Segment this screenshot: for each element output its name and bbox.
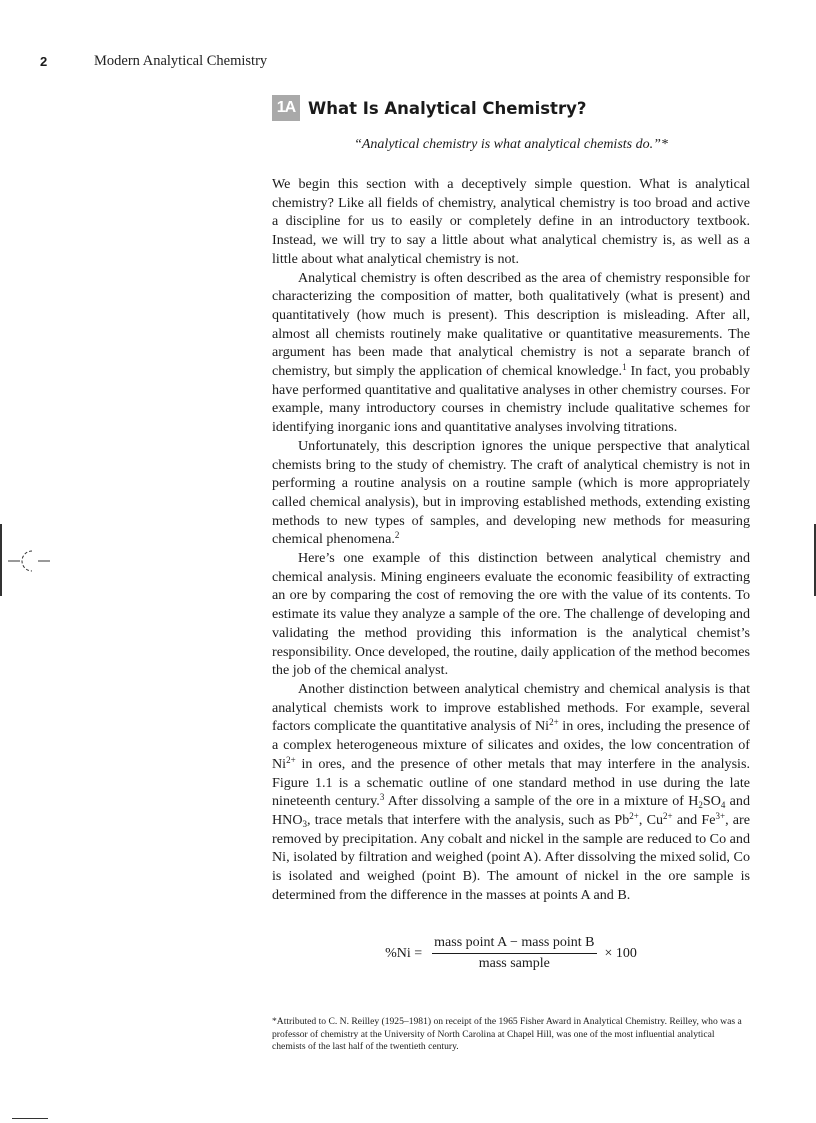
reference-2: 2 — [394, 530, 400, 541]
crop-line-bottom — [12, 1118, 48, 1119]
page-number: 2 — [40, 54, 48, 69]
nickel-equation — [272, 935, 750, 972]
pb-charge: 2+ — [629, 810, 639, 821]
paragraph-2-text-a: Analytical chemistry is often described as the area of chemistry responsible for characterizing the composition of matter, both qualitatively (what is present) and quantitatively (how much is present). This description is misleading. After all, almost all chemists routinely make qualitative or quantitative measurements. The argument has been made that analytical chemistry is not a separate branch of chemistry, but simply the application of chemical knowledge. — [272, 269, 750, 380]
p5-text-d: After dissolving a sample of the ore in a mixture of H — [384, 793, 699, 810]
cu-charge: 2+ — [663, 810, 673, 821]
equation-rhs: × 100 — [604, 945, 637, 961]
h2so4-subscript-2: 2 — [698, 800, 703, 811]
reference-1: 1 — [622, 362, 627, 373]
running-head: Modern Analytical Chemistry — [94, 53, 268, 69]
equation-denominator: mass sample — [478, 956, 550, 971]
crop-mark-left — [0, 524, 2, 596]
p5-so: SO — [702, 793, 721, 810]
h2so4-subscript-4: 4 — [720, 800, 726, 811]
p5-text-b: in ores, including the presence of a complex heterogeneous mixture of silicates and oxides, the low concentration of Ni — [272, 718, 750, 772]
fe-charge: 3+ — [715, 810, 726, 821]
paragraph-2-text-b: In fact, you probably have performed quantitative and qualitative analyses in other chemistry courses. For example, many introductory courses in chemistry include qualitative schemes for identifying inorganic ions and quantitative analyses involving titrations. — [272, 363, 751, 436]
epigraph: “Analytical chemistry is what analytical chemists do.”* — [354, 137, 668, 152]
p5-and-hno: and HNO — [272, 793, 751, 828]
ni-charge-2: 2+ — [286, 754, 296, 765]
body-text — [272, 175, 750, 904]
p5-cu: Cu — [646, 811, 664, 828]
section-badge: 1A — [272, 95, 300, 121]
p5-and-fe: and Fe — [672, 811, 716, 828]
paragraph-3 — [272, 437, 750, 549]
hno3-subscript-3: 3 — [302, 818, 308, 829]
p5-text-c: in ores, and the presence of other metals that may interfere in the analysis. Figure 1.1 is a schematic outline of one standard method in use during the late nineteenth century. — [272, 755, 750, 810]
equation-fraction — [432, 935, 596, 972]
footnote: *Attributed to C. N. Reilley (1925–1981) on receipt of the 1965 Fisher Award in Analytical Chemistry. Reilley, who was a professor of chemistry at the University of North Carolina at Chapel Hill, was one of the most influential analytical chemists of the last half of the twentieth century. — [272, 1016, 742, 1053]
ni-charge-1: 2+ — [549, 717, 559, 728]
registration-mark-icon — [8, 547, 52, 575]
paragraph-1: We begin this section with a deceptively simple question. What is analytical chemistry? Like all fields of chemistry, analytical chemistry is too broad and active a discipline for us to easily or completely define in an introductory textbook. Instead, we will try to say a little about what analytical chemistry is, as well as a little about what analytical chemistry is not. — [272, 176, 750, 267]
reference-3: 3 — [379, 792, 385, 803]
paragraph-3-text: Unfortunately, this description ignores the unique perspective that analytical chemists bring to the study of chemistry. The craft of analytical chemistry is not in performing a routine analysis on a routine sample (which is more appropriately called chemical analysis), but in improving established methods, extending existing methods to new types of samples, and developing new methods for measuring chemical phenomena. — [272, 437, 750, 548]
paragraph-5 — [272, 680, 750, 904]
paragraph-4: Here’s one example of this distinction between analytical chemistry and chemical analysis. Mining engineers evaluate the economic feasibility of extracting an ore by comparing the cost of removing the ore with the value of its contents. To estimate its value they analyze a sample of the ore. The challenge of developing and validating the method providing this information is the analytical chemist’s responsibility. Once developed, the routine, daily application of the method becomes the job of the chemical analyst. — [272, 550, 750, 679]
p5-text-a: Another distinction between analytical chemistry and chemical analysis is that analytical chemists work to improve established methods. For example, several factors complicate the quantitative analysis of Ni — [272, 680, 750, 735]
equation-numerator: mass point A − mass point B — [432, 935, 596, 954]
paragraph-2 — [272, 269, 750, 437]
equation-lhs: %Ni = — [385, 945, 423, 961]
p5-text-f: , are removed by precipitation. Any cobalt and nickel in the sample are reduced to Co and Ni, isolated by filtration and weighed (point A). After dissolving the mixed solid, Co is isolated and weighed (point B). The amount of nickel in the ore sample is determined from the difference in the masses at points A and B. — [272, 811, 750, 903]
p5-text-e: , trace metals that interfere with the analysis, such as Pb — [307, 811, 630, 828]
p5-separator: , — [638, 811, 647, 828]
section-heading — [272, 95, 586, 121]
section-title: What Is Analytical Chemistry? — [308, 98, 587, 118]
